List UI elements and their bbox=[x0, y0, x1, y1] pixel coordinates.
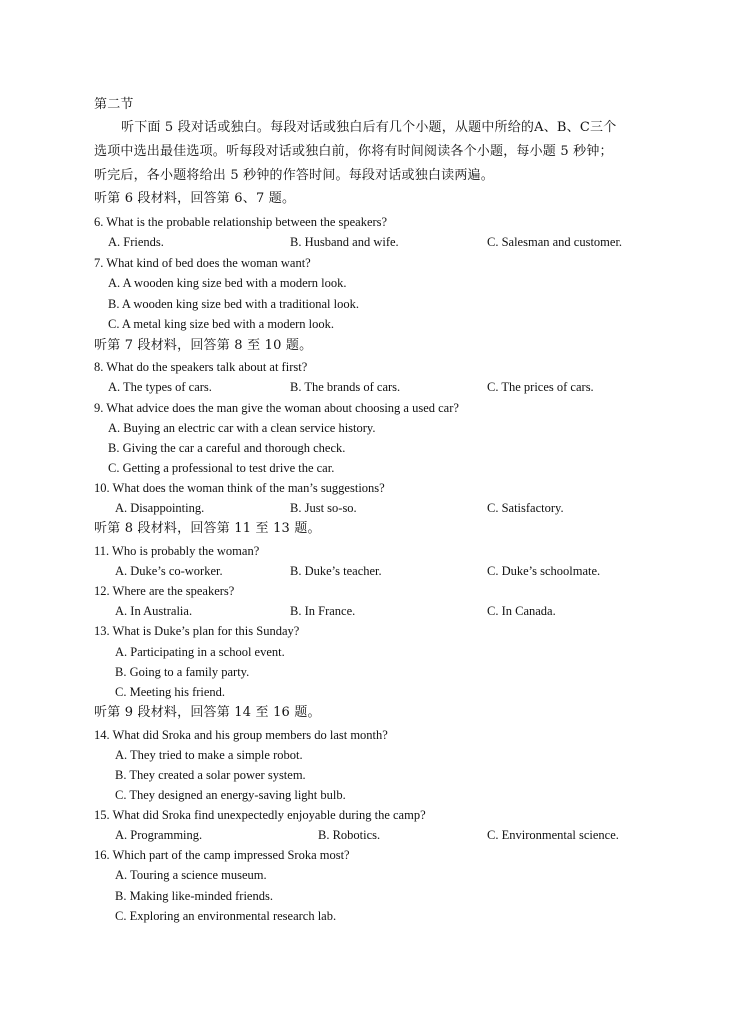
question-9: 9. What advice does the man give the woman about choosing a used car? bbox=[94, 401, 459, 415]
instruction-line-3: 听完后，各小题将给出 5 秒钟的作答时间。每段对话或独白读两遍。 bbox=[94, 168, 494, 183]
question-9-option-c: C. Getting a professional to test drive the car. bbox=[108, 461, 335, 475]
question-8-option-b: B. The brands of cars. bbox=[290, 380, 401, 394]
question-11-option-c: C. Duke’s schoolmate. bbox=[487, 564, 601, 578]
question-10-option-a: A. Disappointing. bbox=[115, 501, 205, 515]
question-13-option-b: B. Going to a family party. bbox=[115, 665, 250, 679]
question-10-option-c: C. Satisfactory. bbox=[487, 501, 564, 515]
question-9-option-a: A. Buying an electric car with a clean service history. bbox=[108, 421, 376, 435]
question-16-option-b: B. Making like-minded friends. bbox=[115, 889, 273, 903]
question-11-option-a: A. Duke’s co-worker. bbox=[115, 564, 223, 578]
question-6-option-a: A. Friends. bbox=[108, 235, 164, 249]
question-8: 8. What do the speakers talk about at first? bbox=[94, 360, 308, 374]
question-14: 14. What did Sroka and his group members do last month? bbox=[94, 728, 388, 742]
question-14-option-a: A. They tried to make a simple robot. bbox=[115, 748, 303, 762]
question-7-option-b: B. A wooden king size bed with a traditional look. bbox=[108, 297, 360, 311]
question-15-option-c: C. Environmental science. bbox=[487, 828, 619, 842]
question-13-option-c: C. Meeting his friend. bbox=[115, 685, 226, 699]
question-15: 15. What did Sroka find unexpectedly enjoyable during the camp? bbox=[94, 808, 426, 822]
question-10-option-b: B. Just so-so. bbox=[290, 501, 357, 515]
question-8-option-a: A. The types of cars. bbox=[108, 380, 212, 394]
question-16-option-a: A. Touring a science museum. bbox=[115, 868, 267, 882]
question-14-option-c: C. They designed an energy-saving light bulb. bbox=[115, 788, 346, 802]
question-6-option-c: C. Salesman and customer. bbox=[487, 235, 623, 249]
question-12-option-b: B. In France. bbox=[290, 604, 356, 618]
section-title: 第二节 bbox=[94, 97, 134, 112]
question-7: 7. What kind of bed does the woman want? bbox=[94, 256, 311, 270]
question-16-option-c: C. Exploring an environmental research lab. bbox=[115, 909, 337, 923]
material-9-header: 听第 9 段材料，回答第 14 至 16 题。 bbox=[94, 705, 321, 720]
question-13: 13. What is Duke’s plan for this Sunday? bbox=[94, 624, 300, 638]
question-10: 10. What does the woman think of the man’s suggestions? bbox=[94, 481, 385, 495]
question-11: 11. Who is probably the woman? bbox=[94, 544, 260, 558]
question-12: 12. Where are the speakers? bbox=[94, 584, 235, 598]
question-12-option-c: C. In Canada. bbox=[487, 604, 556, 618]
question-9-option-b: B. Giving the car a careful and thorough check. bbox=[108, 441, 346, 455]
question-15-option-a: A. Programming. bbox=[115, 828, 203, 842]
question-11-option-b: B. Duke’s teacher. bbox=[290, 564, 382, 578]
question-15-option-b: B. Robotics. bbox=[318, 828, 381, 842]
material-7-header: 听第 7 段材料，回答第 8 至 10 题。 bbox=[94, 338, 313, 353]
material-6-header: 听第 6 段材料，回答第 6、7 题。 bbox=[94, 191, 296, 206]
question-16: 16. Which part of the camp impressed Sroka most? bbox=[94, 848, 350, 862]
question-8-option-c: C. The prices of cars. bbox=[487, 380, 594, 394]
question-12-option-a: A. In Australia. bbox=[115, 604, 193, 618]
question-7-option-a: A. A wooden king size bed with a modern look. bbox=[108, 276, 347, 290]
instruction-line-2: 选项中选出最佳选项。听每段对话或独白前，你将有时间阅读各个小题，每小题 5 秒钟； bbox=[94, 144, 613, 159]
question-7-option-c: C. A metal king size bed with a modern look. bbox=[108, 317, 335, 331]
instruction-line-1: 听下面 5 段对话或独白。每段对话或独白后有几个小题，从题中所给的A、B、C三个 bbox=[121, 120, 617, 135]
question-14-option-b: B. They created a solar power system. bbox=[115, 768, 306, 782]
material-8-header: 听第 8 段材料，回答第 11 至 13 题。 bbox=[94, 521, 321, 536]
question-13-option-a: A. Participating in a school event. bbox=[115, 645, 285, 659]
question-6: 6. What is the probable relationship between the speakers? bbox=[94, 215, 388, 229]
question-6-option-b: B. Husband and wife. bbox=[290, 235, 399, 249]
